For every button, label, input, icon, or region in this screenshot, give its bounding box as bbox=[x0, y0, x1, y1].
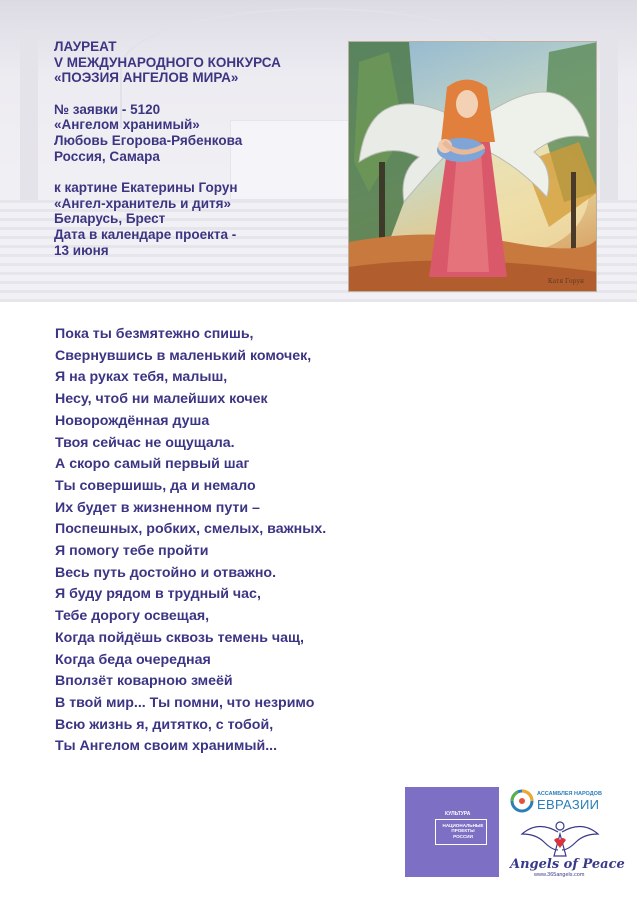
angel-outline-icon bbox=[508, 820, 608, 860]
painting-info-line: к картине Екатерины Горун bbox=[54, 180, 238, 196]
angel-painting bbox=[348, 41, 597, 292]
poem-line: Поспешных, робких, смелых, важных. bbox=[55, 521, 327, 538]
laureate-line: ЛАУРЕАТ bbox=[54, 39, 117, 54]
laureate-line: V МЕЖДУНАРОДНОГО КОНКУРСА bbox=[54, 54, 281, 70]
poem-line: В твой мир... Ты помни, что незримо bbox=[55, 694, 315, 711]
poem-line: Ты совершишь, да и немало bbox=[55, 477, 256, 494]
poem-line: Пока ты безмятежно спишь, bbox=[55, 326, 254, 342]
entry-line: «Ангелом хранимый» bbox=[54, 117, 200, 133]
culture-tag: КУЛЬТУРА bbox=[445, 811, 471, 817]
painting-signature: Катя Горун bbox=[547, 278, 584, 285]
angel-painting-art bbox=[349, 42, 597, 292]
poem-line: Весь путь достойно и отважно. bbox=[55, 564, 277, 581]
painting-info-line: «Ангел-хранитель и дитя» bbox=[54, 195, 231, 211]
poem-line: Когда пойдёшь сквозь темень чащ, bbox=[55, 629, 304, 646]
header-text bbox=[54, 39, 344, 258]
poem-line: Я на руках тебя, малыш, bbox=[55, 369, 228, 386]
poem bbox=[55, 324, 475, 758]
entry-line: Любовь Егорова-Рябенкова bbox=[54, 132, 243, 148]
painting-info-line: Дата в календаре проекта - bbox=[54, 226, 237, 242]
poem-line: Я буду рядом в трудный час, bbox=[55, 586, 261, 603]
national-projects-logo bbox=[405, 787, 499, 877]
poem-line: Твоя сейчас не ощущала. bbox=[55, 434, 235, 451]
poem-line: А скоро самый первый шаг bbox=[55, 456, 250, 473]
entry-line: № заявки - 5120 bbox=[54, 101, 161, 117]
poem-line: Вползёт коварною змеёй bbox=[55, 673, 233, 690]
poem-line: Я помогу тебе пройти bbox=[55, 543, 209, 560]
painting-info-line: 13 июня bbox=[54, 242, 109, 258]
angels-of-peace-logo bbox=[508, 820, 625, 882]
poem-line: Всю жизнь я, дитятко, с тобой, bbox=[55, 716, 274, 733]
poem-line: Свернувшись в маленький комочек, bbox=[55, 347, 312, 364]
poem-line: Их будет в жизненном пути – bbox=[55, 499, 260, 516]
eurasia-big-text: ЕВРАЗИИ bbox=[537, 797, 600, 812]
poem-line: Когда беда очередная bbox=[55, 651, 211, 668]
entry-line: Россия, Самара bbox=[54, 148, 160, 164]
eurasia-small-text: АССАМБЛЕЯ НАРОДОВ bbox=[537, 791, 602, 797]
laureate-line: «ПОЭЗИЯ АНГЕЛОВ МИРА» bbox=[54, 70, 239, 86]
poem-line: Новорождённая душа bbox=[55, 412, 210, 429]
angels-of-peace-title: Angels of Peace bbox=[510, 857, 625, 872]
eurasia-assembly-logo bbox=[510, 787, 610, 817]
poem-line: Несу, чтоб ни малейших кочек bbox=[55, 391, 268, 408]
eurasia-ring-icon bbox=[510, 789, 534, 813]
poem-line: Тебе дорогу освещая, bbox=[55, 608, 210, 625]
angels-url: www.365angels.com bbox=[534, 872, 585, 878]
national-projects-text: НАЦИОНАЛЬНЫЕ ПРОЕКТЫ РОССИИ bbox=[442, 823, 484, 839]
painting-info-line: Беларусь, Брест bbox=[54, 211, 166, 227]
poem-line: Ты Ангелом своим хранимый... bbox=[55, 738, 278, 755]
